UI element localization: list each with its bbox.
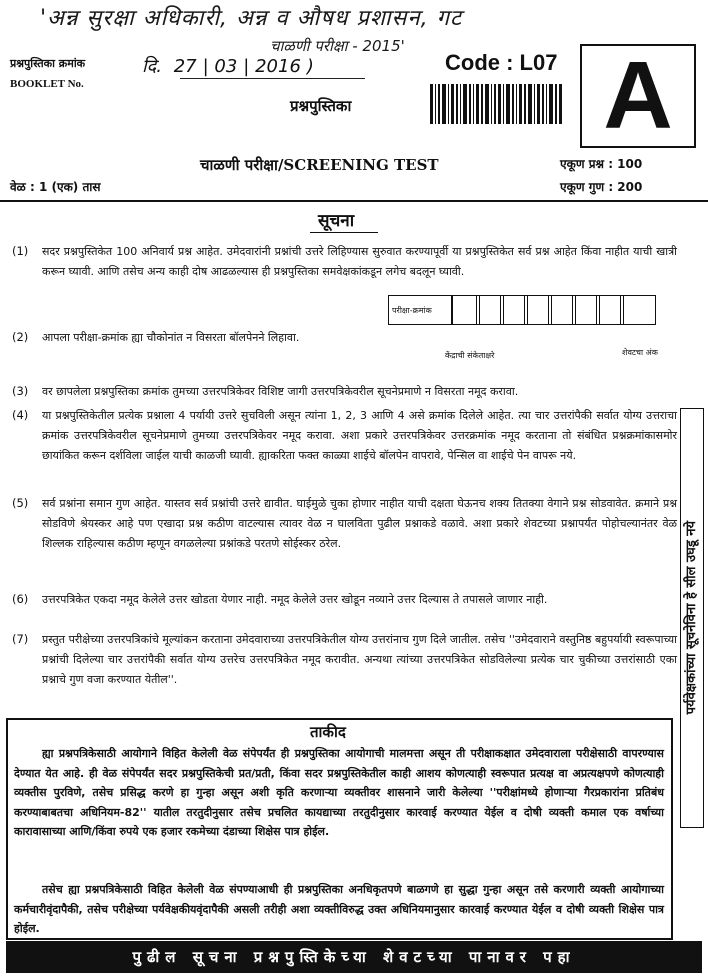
test-title: चाळणी परीक्षा/SCREENING TEST	[200, 156, 439, 174]
booklet-title: प्रश्नपुस्तिका	[290, 97, 352, 115]
booklet-number-label-en: BOOKLET No.	[10, 78, 84, 90]
instruction-text: उत्तरपत्रिकेत एकदा नमूद केलेले उत्तर खोडता येणार नाही. नमूद केलेले उत्तर खोडून नव्याने उत्तर दिल्यास ते तपासले जाणार नाही.	[42, 593, 548, 606]
header-divider	[0, 200, 708, 202]
series-letter: A	[580, 44, 696, 148]
instruction-text: या प्रश्नपुस्तिकेतील प्रत्येक प्रश्नाला 4 पर्यायी उत्तरे सुचविली असून त्यांना 1, 2, 3 आणि 4 असे क्रमांक दिलेले आहेत. त्या चार उत्तरांपैकी सर्वात योग्य उत्तराचा क्रमांक उत्तरपत्रिकेवरील सूचनेप्रमाणे तुमच्या उत्तरपत्रिकेवर नमूद करावा. अशा प्रकारे उत्तरपत्रिकेवर उत्तरक्रमांक नमूद करताना तो संबंधित प्रश्नक्रमांकासमोर छायांकित करून दर्शविला जाईल याची काळजी घ्यावी. ह्याकरिता फक्त काळ्या शाईचे बॉलपेन वापरावे, पेन्सिल वा शाईचे पेन वापरू नये.	[42, 409, 677, 462]
centre-code-label: केंद्राची संकेताक्षरे	[445, 351, 495, 360]
seal-strip-text: पर्यवेक्षकांच्या सूचनेविना हे सील उघडू नये	[684, 521, 699, 715]
instruction-number: (1)	[12, 244, 29, 258]
seal-strip	[680, 408, 704, 828]
instruction-number: (6)	[12, 592, 29, 606]
barcode-icon	[430, 84, 562, 124]
exam-date: दि. 27 | 03 | 2016 )	[142, 56, 314, 77]
instruction-number: (4)	[12, 408, 29, 422]
booklet-code: Code : L07	[445, 50, 558, 75]
instruction-number: (3)	[12, 384, 29, 398]
instruction-text: सर्व प्रश्नांना समान गुण आहेत. यास्तव सर्व प्रश्नांची उत्तरे द्यावीत. घाईमुळे चुका होणार नाहीत याची दक्षता घेऊनच शक्य तितक्या वेगाने प्रश्न सोडवावेत. क्रमाने प्रश्न सोडविणे श्रेयस्कर आहे पण एखादा प्रश्न कठीण वाटल्यास त्यावर वेळ न घालविता पुढील प्रश्नाकडे वळावे. अशा प्रकारे शेवटच्या प्रश्नापर्यंत पोहोचल्यानंतर वेळ शिल्लक राहिल्यास कठीण म्हणून वगळलेल्या प्रश्नांकडे परतणे सोईस्कर ठरेल.	[42, 497, 677, 550]
date-year: 2016	[255, 56, 301, 77]
instruction-text: आपला परीक्षा-क्रमांक ह्या चौकोनांत न विसरता बॉलपेनने लिहावा.	[42, 331, 300, 344]
instruction-text: सदर प्रश्नपुस्तिकेत 100 अनिवार्य प्रश्न आहेत. उमेदवारांनी प्रश्नांची उत्तरे लिहिण्यास सुरुवात करण्यापूर्वी या प्रश्नपुस्तिकेत सर्व प्रश्न आहेत किंवा नाहीत याची खात्री करून घ्यावी. आणि तसेच अन्य काही दोष आढळल्यास ही प्रश्नपुस्तिका समवेक्षकांकडून लगेच बदलून घ्यावी.	[42, 245, 677, 278]
instruction-number: (5)	[12, 496, 29, 510]
notice-heading: सूचना	[318, 211, 355, 231]
instruction-text: प्रस्तुत परीक्षेच्या उत्तरपत्रिकांचे मूल्यांकन करताना उमेदवाराच्या उत्तरपत्रिकेतील योग्य उत्तरांनाच गुण दिले जातील. तसेच ''उमेदवाराने वस्तुनिष्ठ बहुपर्यायी स्वरूपाच्या प्रश्नांची दिलेल्या चार उत्तरांपैकी सर्वात योग्य उत्तरेच उत्तरपत्रिकेत नमूद करावीत. अन्यथा त्यांच्या उत्तरपत्रिकेत सोडविलेल्या प्रत्येक चार चुकीच्या उत्तरांसाठी एका प्रश्नाचे गुण वजा करण्यात येतील''.	[42, 633, 677, 686]
last-digit-label: शेवटचा अंक	[622, 348, 658, 357]
instruction-number: (2)	[12, 330, 29, 344]
notice-underline	[310, 232, 378, 233]
date-day: 27	[173, 56, 197, 77]
total-marks: एकूण गुण : 200	[560, 180, 643, 194]
exam-number-label: परीक्षा-क्रमांक	[392, 306, 432, 315]
warning-heading: ताकीद	[310, 723, 346, 741]
warning-paragraph-2: तसेच ह्या प्रश्नपत्रिकेसाठी विहित केलेली वेळ संपण्याआधी ही प्रश्नपुस्तिका अनधिकृतपणे बाळगणे हा सुद्धा गुन्हा असून तसे करणारी व्यक्ती आयोगाच्या कर्मचारीवृंदापैकी, तसेच परीक्षेच्या पर्यवेक्षकीयवृंदापैकी असली तरीही अशा व्यक्तीविरुद्ध उक्त अधिनियमानुसार कारवाई करण्यात येईल व दोषी व्यक्ती शिक्षेस पात्र होईल.	[14, 883, 664, 935]
handwritten-post-title: 'अन्न सुरक्षा अधिकारी, अन्न व औषध प्रशासन, गट	[40, 6, 463, 31]
date-month: 03	[214, 56, 238, 77]
booklet-number-label: प्रश्नपुस्तिका क्रमांक	[10, 57, 86, 70]
handwritten-exam-name: चाळणी परीक्षा - 2015'	[270, 37, 405, 55]
instruction-number: (7)	[12, 632, 29, 646]
duration: वेळ : 1 (एक) तास	[10, 180, 101, 194]
date-underline	[180, 78, 365, 79]
footer-banner: पुढील सूचना प्रश्नपुस्तिकेच्या शेवटच्या पानावर पहा	[6, 941, 702, 973]
date-prefix: दि.	[142, 56, 162, 77]
instruction-text: वर छापलेला प्रश्नपुस्तिका क्रमांक तुमच्या उत्तरपत्रिकेवर विशिष्ट जागी उत्तरपत्रिकेवरील सूचनेप्रमाणे न विसरता नमूद करावा.	[42, 385, 519, 398]
warning-paragraph-1: ह्या प्रश्नपत्रिकेसाठी आयोगाने विहित केलेली वेळ संपेपर्यंत ही प्रश्नपुस्तिका आयोगाची मालमत्ता असून ती परीक्षाकक्षात उमेदवाराला परीक्षेसाठी वापरण्यास देण्यात येत आहे. ही वेळ संपेपर्यंत सदर प्रश्नपुस्तिकेची प्रत/प्रती, किंवा सदर प्रश्नपुस्तिकेतील काही आशय कोणत्याही स्वरूपात प्रत्यक्ष वा अप्रत्यक्षपणे कोणत्याही व्यक्तीस पुरविणे, तसेच प्रसिद्ध करणे हा गुन्हा असून अशी कृति करणाऱ्या व्यक्तीवर शासनाने जारी केलेल्या ''परीक्षांमध्ये होणाऱ्या गैरप्रकारांना प्रतिबंध करण्याबाबतचा अधिनियम-82'' यातील तरतुदीनुसार तसेच प्रचलित कायद्याच्या तरतुदीनुसार कारवाई करण्यात येईल व दोषी व्यक्ती कमाल एक वर्षाच्या कारावासाच्या आणि/किंवा रुपये एक हजार रकमेच्या दंडाच्या शिक्षेस पात्र होईल.	[14, 747, 664, 838]
total-questions: एकूण प्रश्न : 100	[560, 157, 643, 171]
